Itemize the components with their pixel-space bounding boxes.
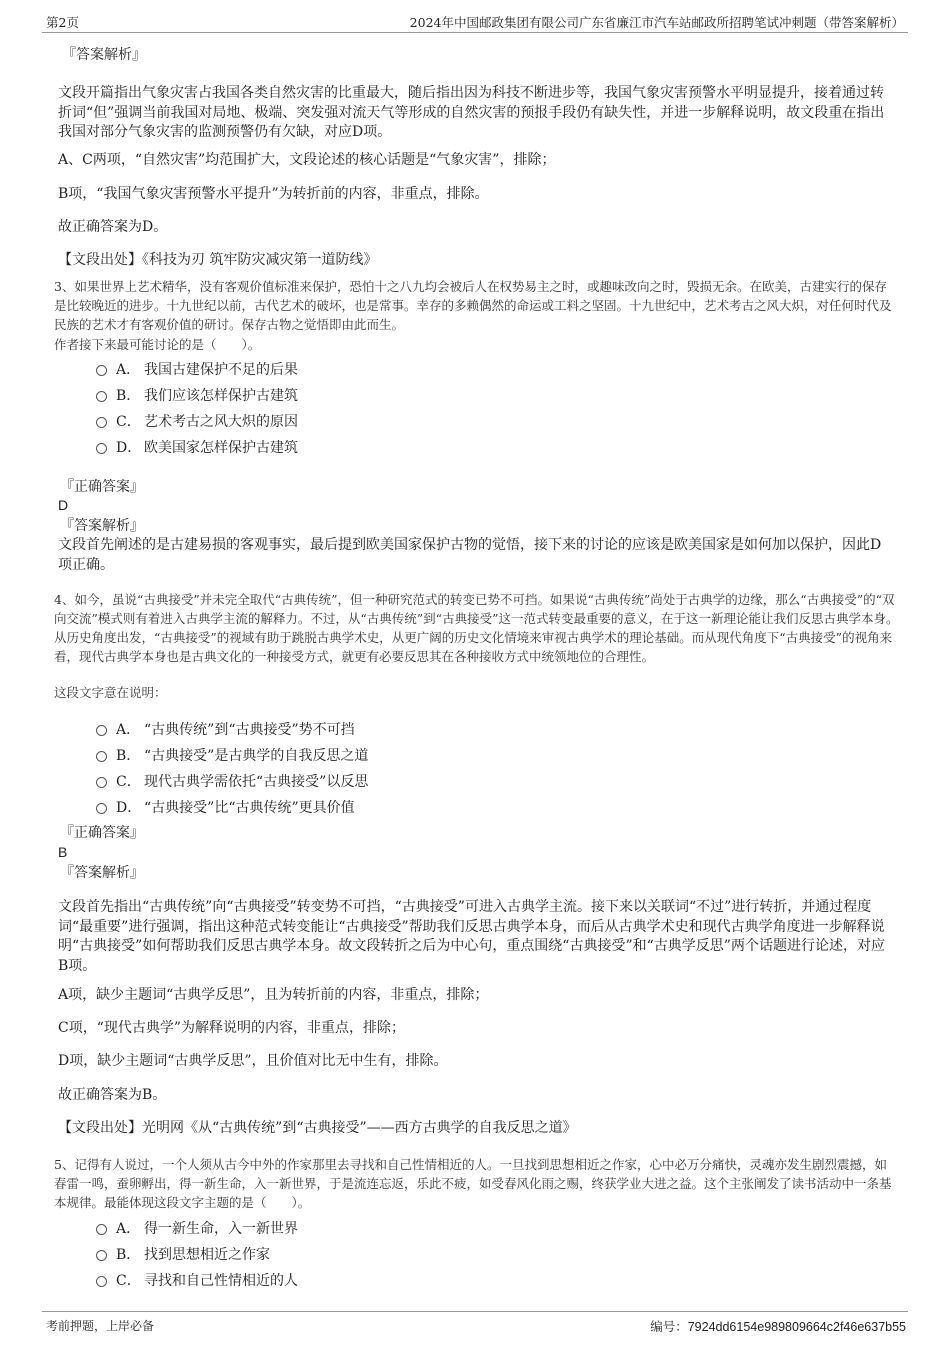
q4-source: 【文段出处】光明网《从“古典传统”到“古典接受”——西方古典学的自我反思之道》: [58, 1120, 577, 1136]
q4-analysis-label: 『答案解析』: [60, 865, 144, 881]
q4-analysis: 文段首先指出“古典传统”向“古典接受”转变势不可挡，“古典接受”可进入古典学主流。接下来以关联词“不过”进行转折，并通过程度词“最重要”进行强调，指出这种范式转变能让“古典接受”帮助我们反思古典学本身，而后从古典学术史和现代古典学角度进一步解释说明“古典接受”如何帮助我们反思古典学本身。故文段转折之后为中心句，重点围绕“古典接受”和“古典学反思”两个话题进行论述，对应B项。: [58, 899, 885, 974]
q4-text: 4、如今，虽说“古典接受”并未完全取代“古典传统”，但一种研究范式的转变已势不可挡。如果说“古典传统”尚处于古典学的边缘，那么“古典接受”的“双向交流”模式则有着进入古典学主流的解释力。不过，从“古典传统”到“古典接受”这一范式转变最重要的意义，在于这一新理论能让我们反思古典学本身。从历史角度出发，“古典接受”的视域有助于跳脱古典学术史，从更广阔的历史文化情境来审视古典学术的理论基础。而从现代角度下“古典接受”的视角来看，现代古典学本身也是古典文化的一种接受方式，就更有必要反思其在各种接收方式中统领地位的合理性。: [54, 592, 899, 664]
radio-icon[interactable]: [96, 725, 107, 736]
radio-icon[interactable]: [96, 365, 107, 376]
q4-conclusion: 故正确答案为B。: [58, 1087, 167, 1103]
q4-answer: B: [58, 844, 68, 860]
q4-prompt: 这段文字意在说明：: [54, 685, 167, 700]
q2-analysis: 文段开篇指出气象灾害占我国各类自然灾害的比重最大，随后指出因为科技不断进步等，我国气象灾害预警水平明显提升，接着通过转折词“但”强调当前我国对局地、极端、突发强对流天气等形成的自然灾害的预报手段仍有缺失性，并进一步解释说明，故文段重在指出我国对部分气象灾害的监测预警仍有欠缺，对应D项。: [58, 85, 885, 140]
footer-slogan: 考前押题，上岸必备: [46, 1319, 155, 1333]
q2-source: 【文段出处】《科技为刃 筑牢防灾减灾第一道防线》: [58, 252, 378, 268]
radio-icon[interactable]: [96, 443, 107, 454]
page-footer: [42, 1311, 908, 1338]
radio-icon[interactable]: [96, 391, 107, 402]
radio-icon[interactable]: [96, 1276, 107, 1287]
radio-icon[interactable]: [96, 777, 107, 788]
q2-conclusion: 故正确答案为D。: [58, 219, 168, 235]
document-id: 编号：7924dd6154e989809664c2f46e637b55: [650, 1320, 906, 1334]
radio-icon[interactable]: [96, 803, 107, 814]
q4-answer-label: 『正确答案』: [60, 825, 144, 841]
q3-prompt: 作者接下来最可能讨论的是（ ）。: [54, 337, 261, 352]
q3-analysis-label: 『答案解析』: [60, 518, 144, 534]
radio-icon[interactable]: [96, 417, 107, 428]
q3-analysis: 文段首先阐述的是古建易损的客观事实，最后提到欧美国家保护古物的觉悟，接下来的讨论的应该是欧美国家是如何加以保护，因此D项正确。: [58, 537, 882, 573]
q4-option-a-note: A项，缺少主题词“古典学反思”，且为转折前的内容，非重点，排除；: [58, 987, 489, 1003]
q3-text: 3、如果世界上艺术精华，没有客观价值标准来保护，恐怕十之八九均会被后人在权势易主之时，或趣味改向之时，毁损无余。在欧美，古建实行的保存是比较晚近的进步。十九世纪以前，古代艺术的破坏，也是常事。幸存的多赖偶然的命运或工料之坚固。十九世纪中，艺术考古之风大炽，对任何时代及民族的艺术才有客观价值的研讨。保存古物之觉悟即由此而生。: [54, 279, 892, 332]
q4-option-c-note: C项，“现代古典学”为解释说明的内容，非重点，排除；: [58, 1020, 406, 1036]
page-header: [42, 10, 908, 33]
q3-answer: D: [58, 497, 69, 513]
q3-answer-label: 『正确答案』: [60, 479, 144, 495]
q2-analysis-label: 『答案解析』: [62, 47, 146, 63]
radio-icon[interactable]: [96, 1224, 107, 1235]
radio-icon[interactable]: [96, 751, 107, 762]
page-number: 第2页: [46, 15, 79, 30]
q2-option-b-note: B项，“我国气象灾害预警水平提升”为转折前的内容，非重点，排除。: [58, 186, 489, 202]
q2-option-ac-note: A、C两项，“自然灾害”均范围扩大，文段论述的核心话题是“气象灾害”，排除；: [58, 152, 556, 168]
radio-icon[interactable]: [96, 1250, 107, 1261]
q4-option-d-note: D项，缺少主题词“古典学反思”，且价值对比无中生有，排除。: [58, 1053, 448, 1069]
document-title: 2024年中国邮政集团有限公司广东省廉江市汽车站邮政所招聘笔试冲刺题（带答案解析）: [409, 15, 904, 30]
q5-text: 5、记得有人说过，一个人须从古今中外的作家那里去寻找和自己性情相近的人。一旦找到思想相近之作家，心中必万分痛快，灵魂亦发生剧烈震撼，如春雷一鸣，蚕卵孵出，得一新生命，入一新世界，于是流连忘返，乐此不疲，如受春风化雨之赐，终获学业大进之益。这个主张阐发了读书活动中一条基本规律。最能体现这段文字主题的是（ ）。: [54, 1157, 892, 1210]
